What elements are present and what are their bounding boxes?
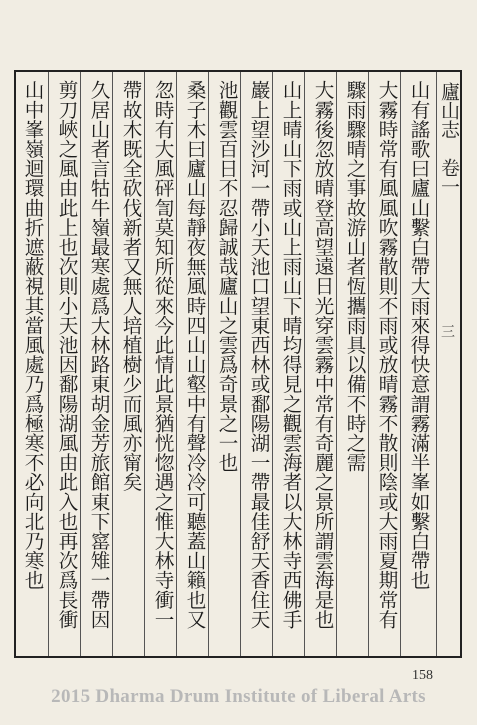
text-column: 久居山者言牯牛嶺最寒處爲大林路東胡金芳旅館東下窰雉一帶因 xyxy=(87,80,110,629)
text-column: 山上晴山下雨或山上雨山下晴均得見之觀雲海者以大林寺西佛手 xyxy=(279,80,302,629)
text-columns xyxy=(16,72,460,656)
text-column: 剪刀峽之風由此上也次則小天池因鄱陽湖風由此入也再次爲長衝 xyxy=(55,80,78,629)
text-column: 大霧時常有風風吹霧散則不雨或放晴霧不散則陰或大雨夏期常有 xyxy=(375,80,398,629)
column-divider xyxy=(176,72,177,656)
book-title: 廬山志 卷一 xyxy=(438,82,460,196)
text-column: 桑子木曰廬山每靜夜無風時四山山壑中有聲冷冷可聽蓋山籟也又 xyxy=(183,80,206,629)
text-column: 巖上望沙河一帶小天池口望東西林或鄱陽湖一帶最佳舒天香住天 xyxy=(247,80,270,629)
text-column: 帶故木既全砍伐新者又無人培植樹少而風亦甯矣 xyxy=(119,80,142,492)
watermark: 2015 Dharma Drum Institute of Liberal Arts xyxy=(51,686,426,707)
text-column: 山中峯嶺迴環曲折遮蔽視其當風處乃爲極寒不必向北乃寒也 xyxy=(21,80,44,590)
column-divider xyxy=(400,72,401,656)
column-divider xyxy=(80,72,81,656)
column-divider xyxy=(368,72,369,656)
column-divider xyxy=(48,72,49,656)
column-divider xyxy=(272,72,273,656)
column-divider xyxy=(240,72,241,656)
column-divider xyxy=(304,72,305,656)
text-column: 忽時有大風砰訇莫知所從來今此情此景猶恍惚遇之惟大林寺衝一 xyxy=(151,80,174,629)
column-divider xyxy=(112,72,113,656)
page-number: 158 xyxy=(412,668,433,683)
book-title-strip xyxy=(436,72,461,656)
column-divider xyxy=(336,72,337,656)
column-divider xyxy=(208,72,209,656)
text-column: 驟雨驟晴之事故游山者恆攜雨具以備不時之需 xyxy=(343,80,366,472)
text-column: 山有謠歌曰廬山繫白帶大雨來得快意謂霧滿半峯如繫白帶也 xyxy=(407,80,430,590)
text-column: 池觀雲百日不忍歸誠哉廬山之雲爲奇景之一也 xyxy=(215,80,238,472)
folio-number: 三 xyxy=(439,324,455,338)
column-divider xyxy=(144,72,145,656)
text-column: 大霧後忽放晴登高望遠日光穿雲霧中常有奇麗之景所謂雲海是也 xyxy=(311,80,334,629)
